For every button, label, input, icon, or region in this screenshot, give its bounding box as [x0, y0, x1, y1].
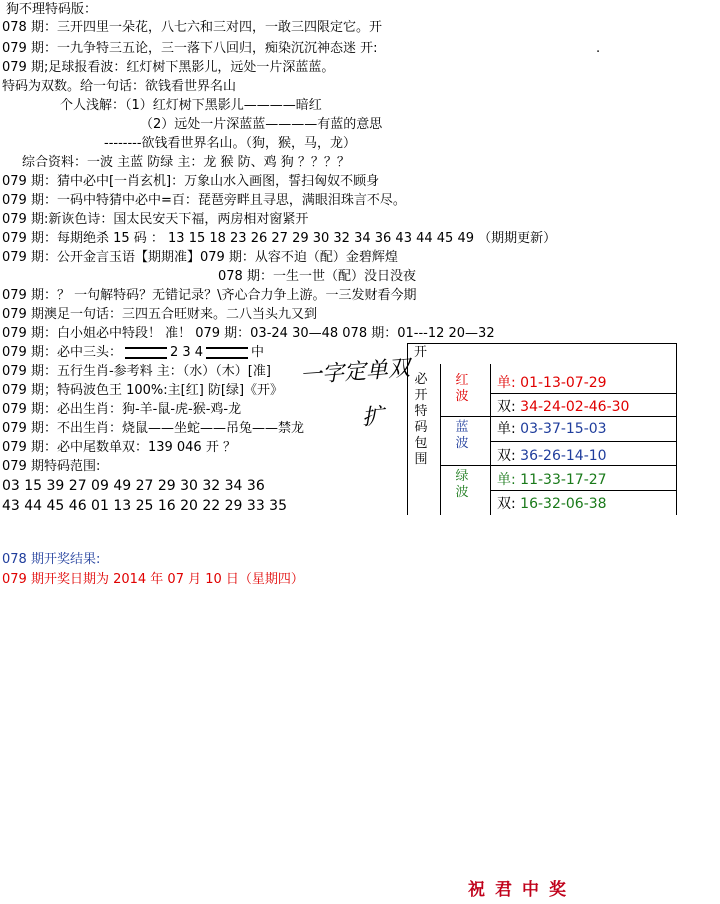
text-line: 079 期：？ 一句解特码？无错记录？\齐心合力争上游。一三发财看今期 [2, 288, 417, 303]
box-kai-label: 开 [414, 345, 428, 360]
row-tag: 单: [497, 472, 516, 488]
text-line: 综合资料：一波 主蓝 防绿 主：龙 猴 防、鸡 狗 ？？？？ [22, 155, 350, 170]
green-odd-row [497, 469, 607, 489]
text-line: 078 期：一生一世（配）没日没夜 [218, 269, 416, 284]
number-range: 43 44 45 46 01 13 25 16 20 22 29 33 35 [2, 498, 287, 514]
text-line: 079 期：公开金言玉语【期期准】079 期：从容不迫（配）金碧辉煌 [2, 250, 398, 265]
text-line: 特码为双数。给一句话：欲钱看世界名山 [2, 79, 237, 94]
row-nums: 34-24-02-46-30 [520, 399, 630, 415]
group-name-red: 红波 [455, 373, 469, 404]
text-line: 078 期：三开四里一朵花，八七六和三对四，一敢三四限定它。开 [2, 20, 382, 35]
row-tag: 双: [497, 496, 516, 512]
text-line: 079 期；特码波色王 100%:主[红] 防[绿]《开》 [2, 383, 284, 398]
good-luck-wish: 祝君中奖 [468, 880, 576, 900]
text-line: 079 期：每期绝杀 15 码 ： 13 15 18 23 26 27 29 30 32 34 36 43 44 45 49 （期期更新） [2, 231, 557, 246]
text-line: 079 期：不出生肖：烧鼠——坐蛇——吊兔——禁龙 [2, 421, 304, 436]
blue-even-row [497, 445, 607, 465]
text-line: 079 期：猜中必中[一肖玄机]：万象山水入画图，誓扫匈奴不顾身 [2, 174, 380, 189]
row-nums: 01-13-07-29 [520, 375, 607, 391]
text-line: 079 期;足球报看波：红灯树下黑影儿，远处一片深蓝蓝。 [2, 60, 335, 75]
row-tag: 双: [497, 399, 516, 415]
text-line: 079 期特码范围: [2, 459, 101, 474]
text-line: 079 期：白小姐必中特段！ 准！ 079 期：03-24 30—48 078 期：01---12 20—32 [2, 326, 495, 341]
page-title: 狗不理特码版： [6, 2, 98, 17]
row-tag: 双: [497, 448, 516, 464]
text-line: 079 期澳足一句话：三四五合旺财来。二八当头九又到 [2, 307, 317, 322]
text-line: 079 期：一九争特三五论，三一落下八回归，痴染沉沉神态迷 开: [2, 41, 378, 56]
row-tag: 单: [497, 375, 516, 391]
text-line: 079 期：必出生肖：狗-羊-鼠-虎-猴-鸡-龙 [2, 402, 242, 417]
san-tou-tail: 中 [251, 345, 265, 360]
handwriting-note: 一字定单双 [299, 356, 411, 389]
text-line: --------欲钱看世界名山。（狗，猴，马，龙） [104, 136, 357, 151]
red-odd-row [497, 372, 607, 392]
green-even-row [497, 493, 607, 513]
row-nums: 03-37-15-03 [520, 421, 607, 437]
text-line: （2）远处一片深蓝蓝————有蓝的意思 [140, 117, 383, 132]
dot-mark: . [596, 41, 601, 56]
box-title: 必开特码包围 [414, 372, 428, 467]
number-range: 03 15 39 27 09 49 27 29 30 32 34 36 [2, 478, 265, 494]
text-line: 个人浅解：（1）红灯树下黑影儿————暗红 [60, 98, 322, 113]
draw-date-079: 079 期开奖日期为 2014 年 07 月 10 日（星期四） [2, 572, 304, 587]
san-tou-label: 079 期：必中三头： [2, 345, 122, 360]
bar-glyph [125, 347, 167, 359]
text-line: 079 期:新诙色诗：国太民安天下福，两房相对窗紧开 [2, 212, 309, 227]
row-tag: 单: [497, 421, 516, 437]
group-name-blue: 蓝波 [455, 420, 469, 451]
result-078-label: 078 期开奖结果: [2, 552, 101, 567]
san-tou-line [2, 345, 264, 361]
text-line: 079 期：必中尾数单双：139 046 开 ？ [2, 440, 236, 455]
row-nums: 16-32-06-38 [520, 496, 607, 512]
bar-glyph [206, 347, 248, 359]
text-line: 079 期：一码中特猜中必中=百：琵琶旁畔且寻思，满眼泪珠言不尽。 [2, 193, 406, 208]
row-nums: 36-26-14-10 [520, 448, 607, 464]
handwriting-note: 扩 [361, 404, 385, 431]
red-even-row [497, 396, 629, 416]
group-name-green: 绿波 [455, 469, 469, 500]
row-nums: 11-33-17-27 [520, 472, 607, 488]
san-tou-digits: 2 3 4 [169, 345, 204, 360]
blue-odd-row [497, 418, 607, 438]
text-line: 079 期：五行生肖-参考料 主：（水）（木）[准] [2, 364, 271, 379]
